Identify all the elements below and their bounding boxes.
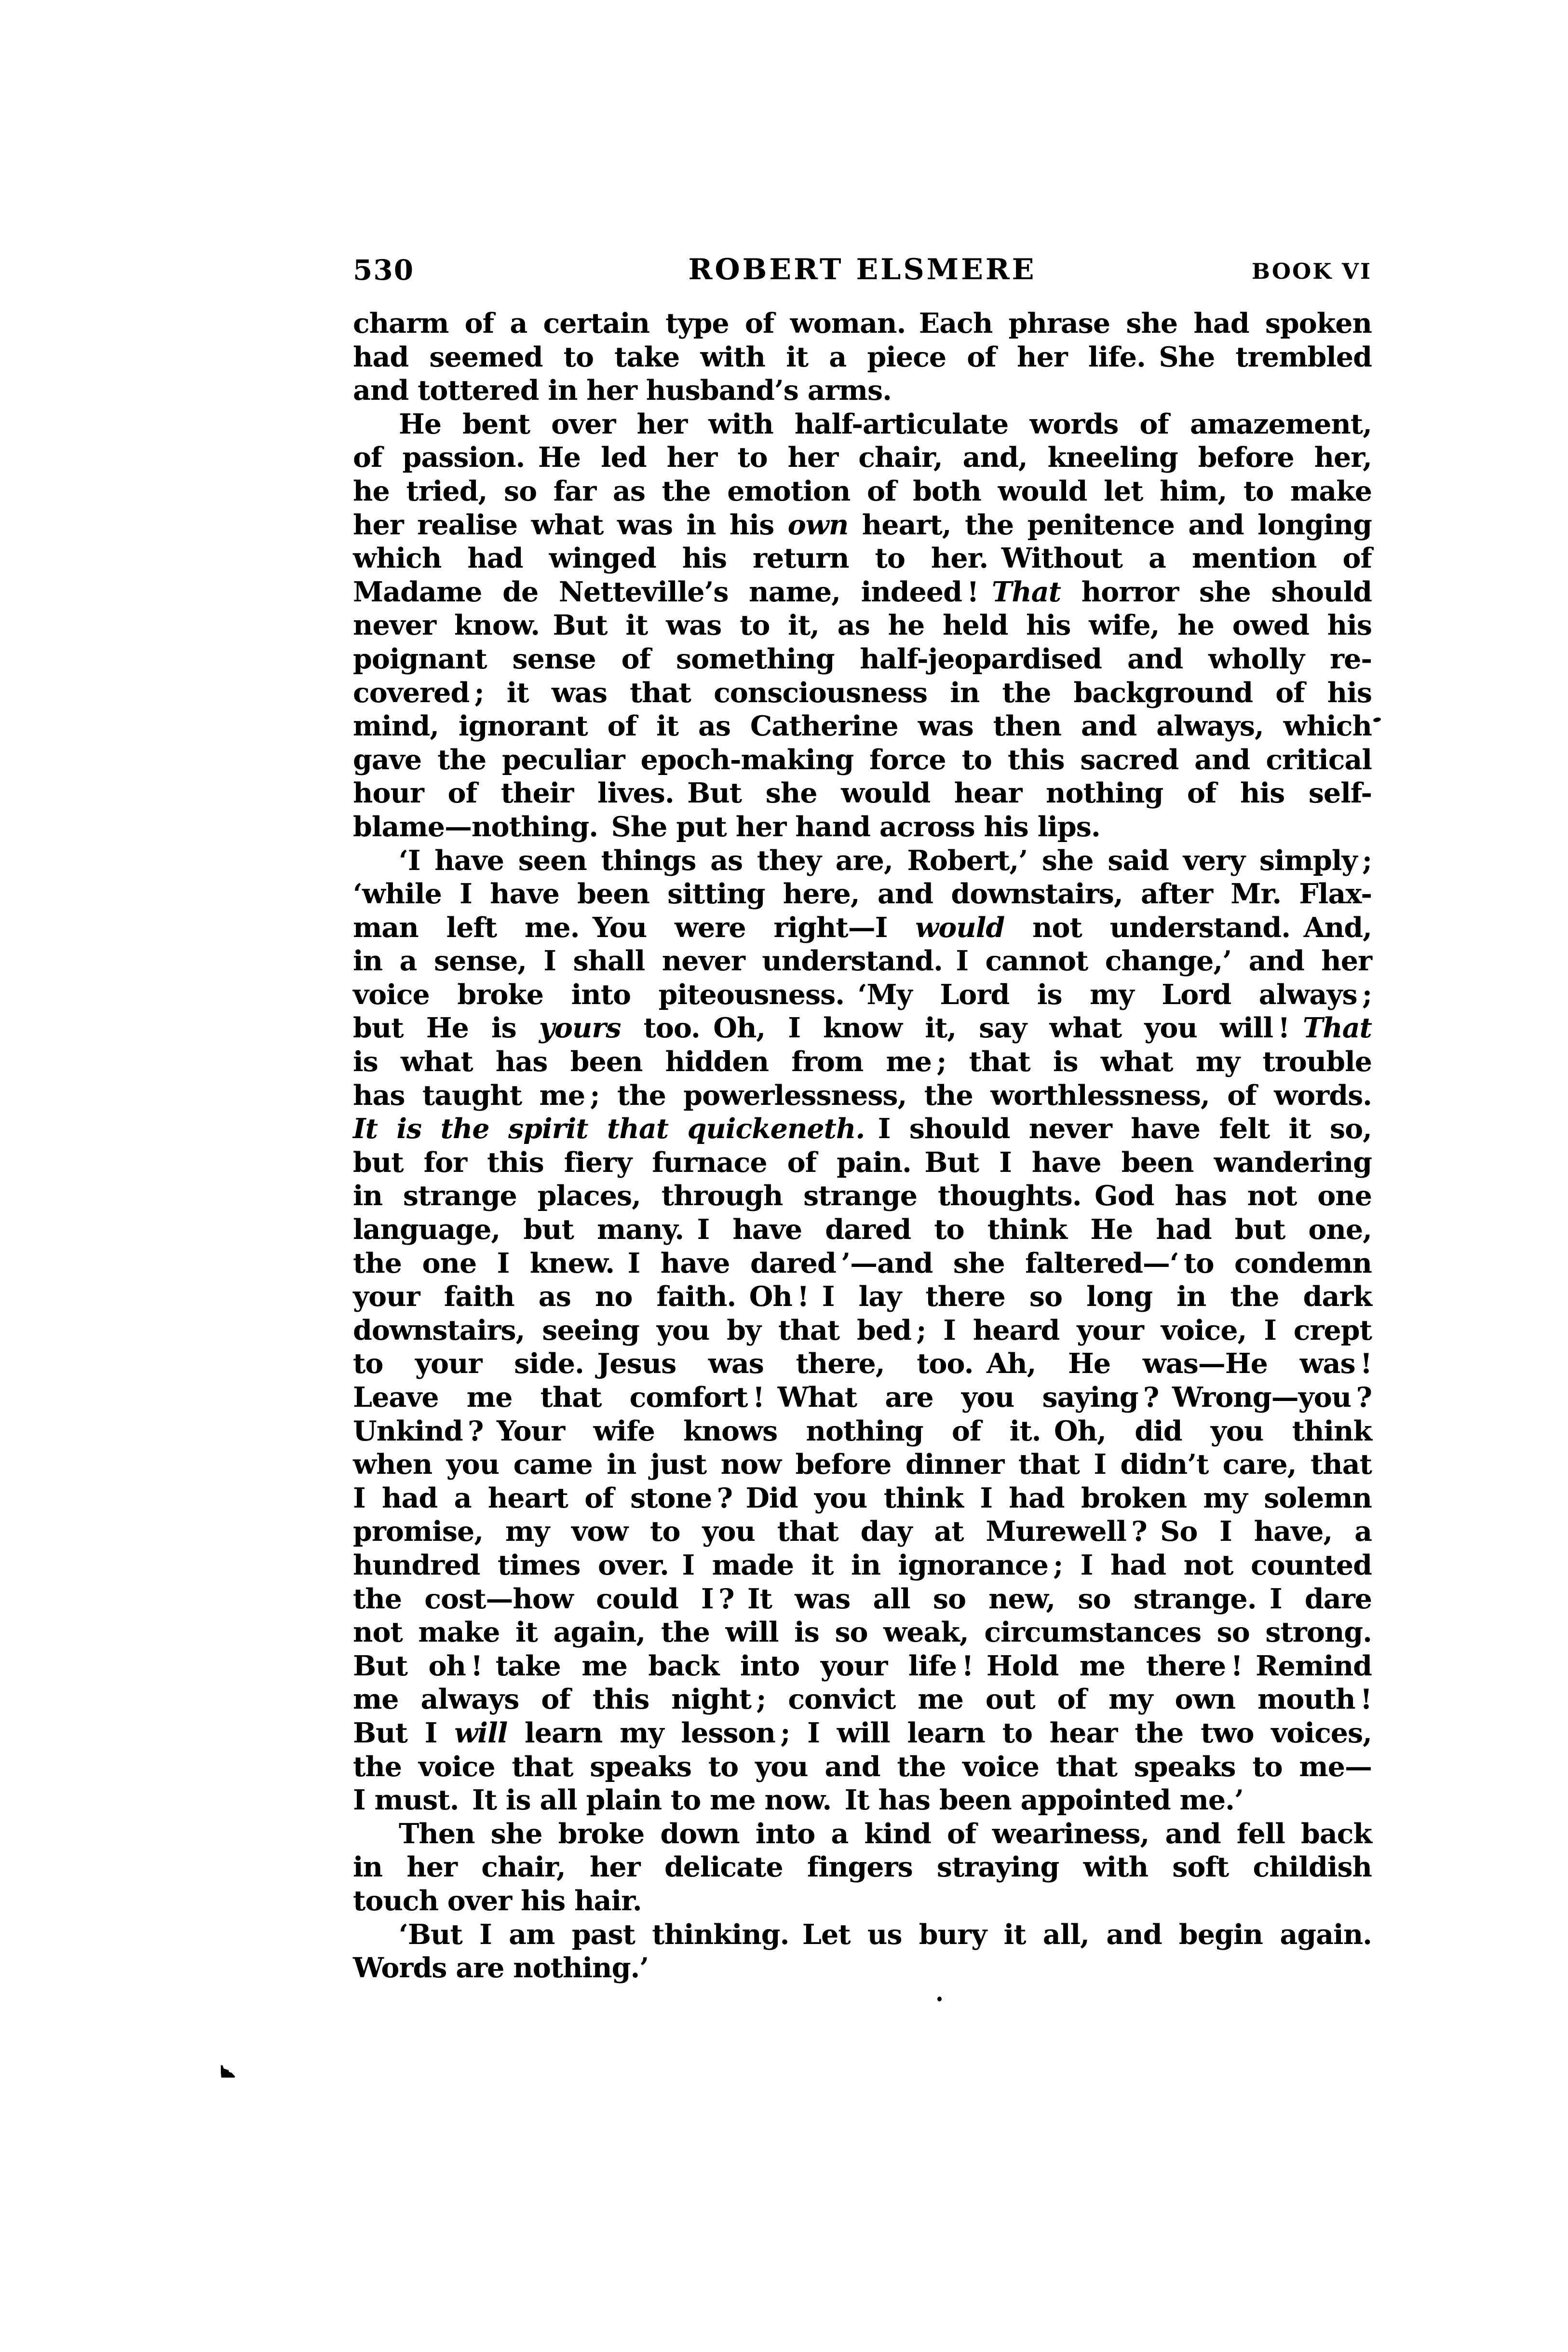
text-line: he tried, so far as the emotion of both would let him, to make [353,475,1372,507]
folio-number: 530 [353,254,415,286]
text-line: of passion. He led her to her chair, and, kneeling before her, [353,441,1372,474]
text-line: Unkind ? Your wife knows nothing of it. Oh, did you think [353,1414,1372,1447]
text-line: not make it again, the will is so weak, circumstances so strong. [353,1616,1372,1649]
ink-speck-bottom [937,1997,942,2001]
text-line: the one I knew. I have dared ’—and she faltered—‘ to condemn [353,1247,1372,1279]
text-line: me always of this night ; convict me out of my own mouth ! [353,1683,1372,1716]
text-line: in strange places, through strange thoughts. God has not one [353,1180,1372,1212]
page-header [353,253,1372,287]
ink-blot [221,2065,235,2078]
text-line: her realise what was in his own heart, the penitence and longing [353,508,1372,541]
text-line: ‘I have seen things as they are, Robert,’ she said very simply ; [399,844,1372,877]
text-line: promise, my vow to you that day at Murewell ? So I have, a [353,1515,1372,1548]
text-line: Leave me that comfort ! What are you saying ? Wrong—you ? [353,1381,1372,1414]
running-title: ROBERT ELSMERE [688,253,1037,286]
text-line: but for this fiery furnace of pain. But I have been wandering [353,1146,1372,1179]
text-line: your faith as no faith. Oh ! I lay there so long in the dark [353,1280,1372,1313]
text-line: the cost—how could I ? It was all so new, so strange. I dare [353,1582,1372,1615]
text-line: It is the spirit that quickeneth. I should never have felt it so, [353,1113,1372,1145]
text-line: gave the peculiar epoch-making force to this sacred and critical [353,743,1372,776]
text-line: in her chair, her delicate fingers straying with soft childish [353,1851,1372,1884]
text-line: But oh ! take me back into your life ! Hold me there ! Remind [353,1649,1372,1682]
text-line: poignant sense of something half-jeopardised and wholly re- [353,642,1372,675]
text-line: charm of a certain type of woman. Each phrase she had spoken [353,307,1372,340]
text-line: when you came in just now before dinner that I didn’t care, that [353,1448,1372,1481]
text-line: voice broke into piteousness. ‘My Lord is my Lord always ; [353,978,1372,1011]
text-line: covered ; it was that consciousness in the background of his [353,676,1372,709]
text-line: He bent over her with half-articulate words of amazement, [399,408,1372,440]
text-line: but He is yours too. Oh, I know it, say what you will ! That [353,1012,1372,1045]
text-line: I had a heart of stone ? Did you think I had broken my solemn [353,1482,1372,1514]
ink-speck-right-margin [1373,717,1381,722]
text-line: Madame de Netteville’s name, indeed ! That horror she should [353,575,1372,608]
text-line: in a sense, I shall never understand. I cannot change,’ and her [353,945,1372,978]
text-line: had seemed to take with it a piece of her life. She trembled [353,340,1372,373]
text-line: downstairs, seeing you by that bed ; I heard your voice, I crept [353,1314,1372,1346]
text-line: touch over his hair. [353,1884,642,1917]
text-line: never know. But it was to it, as he held his wife, he owed his [353,609,1372,642]
text-line: the voice that speaks to you and the voice that speaks to me— [353,1750,1372,1783]
text-line: which had winged his return to her. Without a mention of [353,542,1372,575]
text-line: man left me. You were right—I would not understand. And, [353,911,1372,944]
text-line: to your side. Jesus was there, too. Ah, He was—He was ! [353,1347,1372,1380]
text-line: has taught me ; the powerlessness, the worthlessness, of words. [353,1079,1372,1112]
text-line: and tottered in her husband’s arms. [353,374,892,407]
text-line: blame—nothing. She put her hand across his lips. [353,810,1100,843]
text-line: Words are nothing.’ [353,1952,649,1985]
text-line: ‘while I have been sitting here, and downstairs, after Mr. Flax- [353,878,1372,911]
book-number: BOOK VI [1251,258,1372,284]
text-line: hour of their lives. But she would hear nothing of his self- [353,777,1372,810]
text-line: Then she broke down into a kind of weariness, and fell back [399,1817,1372,1850]
text-body [353,307,1372,1985]
text-line: mind, ignorant of it as Catherine was then and always, which [353,710,1372,743]
text-line: is what has been hidden from me ; that is what my trouble [353,1046,1372,1078]
text-line: language, but many. I have dared to think He had but one, [353,1213,1372,1246]
text-line: ‘But I am past thinking. Let us bury it all, and begin again. [399,1918,1372,1951]
text-line: hundred times over. I made it in ignorance ; I had not counted [353,1549,1372,1581]
text-line: I must. It is all plain to me now. It has been appointed me.’ [353,1784,1244,1817]
text-line: But I will learn my lesson ; I will learn to hear the two voices, [353,1716,1372,1749]
